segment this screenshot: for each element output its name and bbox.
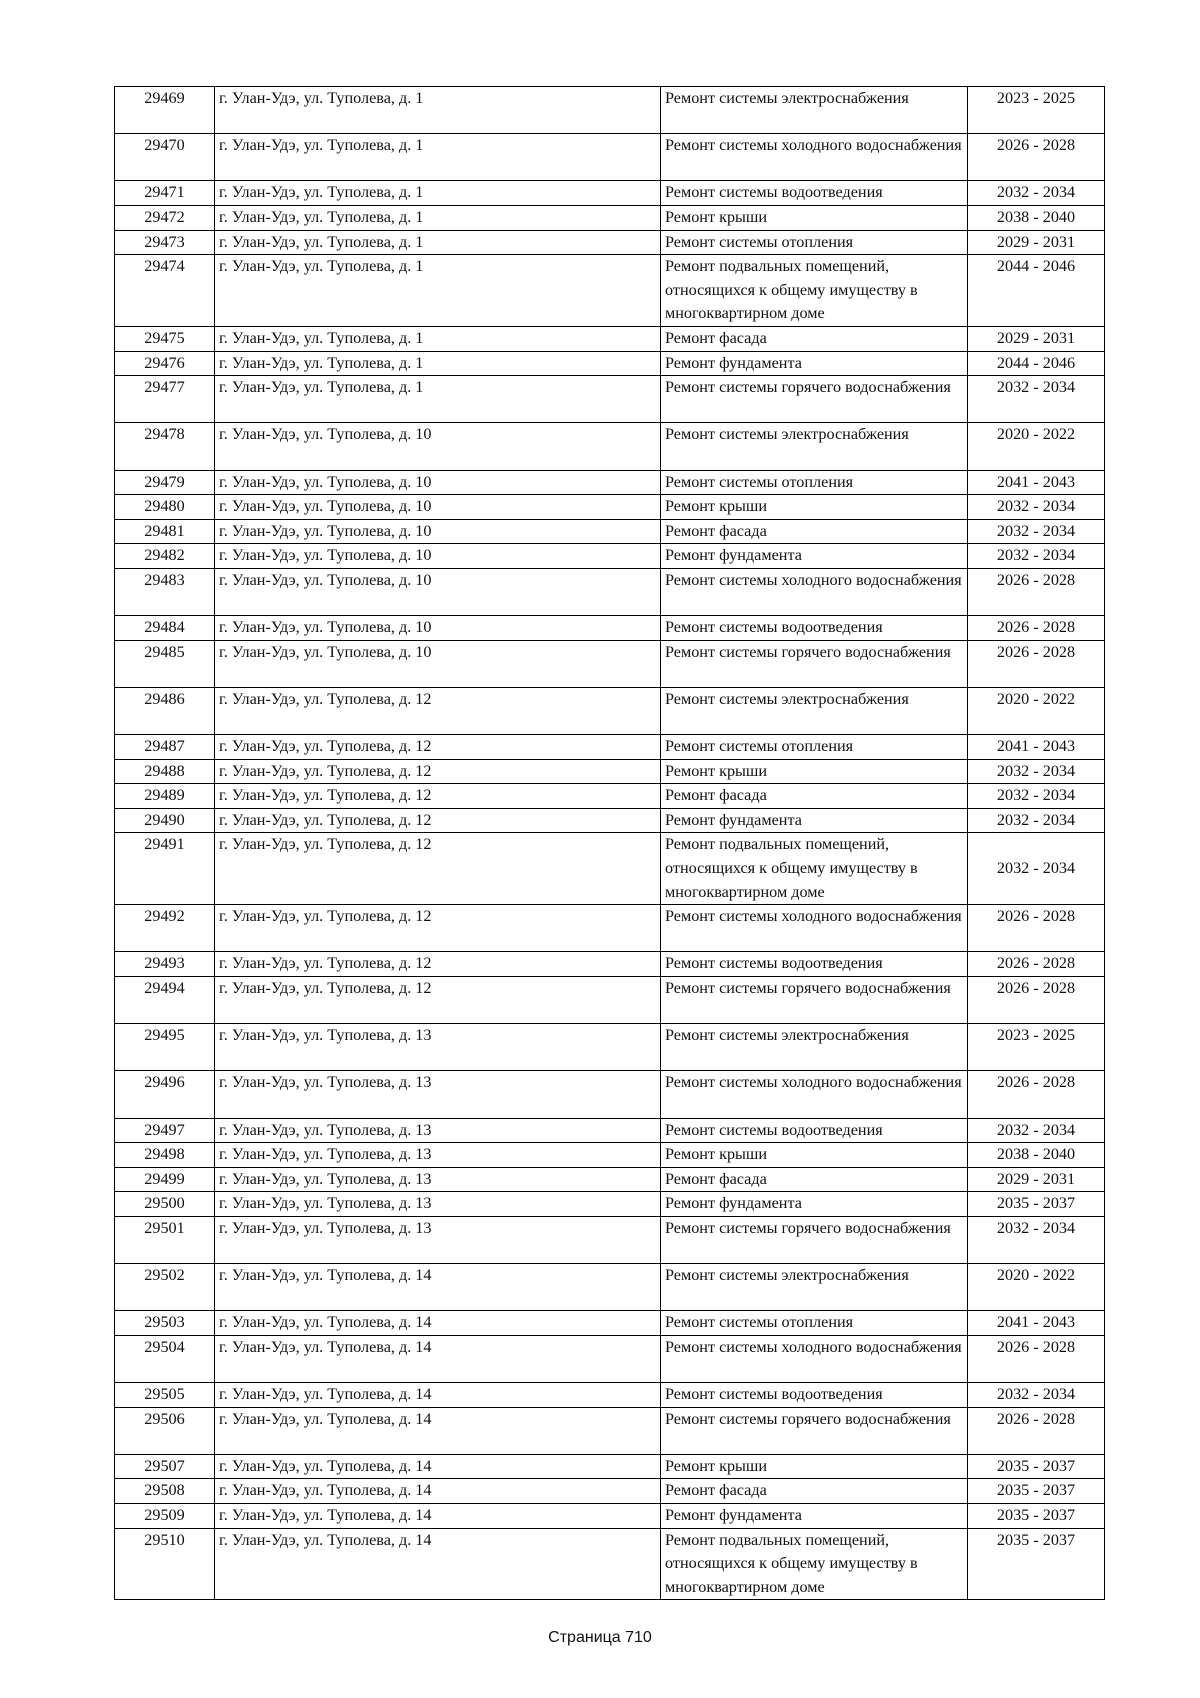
cell-period: 2032 - 2034 [968, 784, 1105, 809]
cell-address: г. Улан-Удэ, ул. Туполева, д. 12 [215, 905, 661, 952]
cell-address: г. Улан-Удэ, ул. Туполева, д. 12 [215, 735, 661, 760]
cell-record-id: 29509 [115, 1504, 215, 1529]
table-row [115, 905, 1105, 952]
cell-address: г. Улан-Удэ, ул. Туполева, д. 13 [215, 1216, 661, 1263]
cell-period: 2026 - 2028 [968, 134, 1105, 181]
table-row [115, 640, 1105, 687]
cell-record-id: 29499 [115, 1167, 215, 1192]
cell-work-type: Ремонт фасада [661, 784, 968, 809]
cell-address: г. Улан-Удэ, ул. Туполева, д. 12 [215, 952, 661, 977]
cell-work-type: Ремонт крыши [661, 1143, 968, 1168]
table-row [115, 230, 1105, 255]
cell-record-id: 29503 [115, 1311, 215, 1336]
cell-address: г. Улан-Удэ, ул. Туполева, д. 1 [215, 376, 661, 423]
table-row [115, 1454, 1105, 1479]
cell-work-type: Ремонт системы горячего водоснабжения [661, 976, 968, 1023]
cell-record-id: 29496 [115, 1071, 215, 1118]
cell-period: 2026 - 2028 [968, 952, 1105, 977]
cell-period: 2035 - 2037 [968, 1528, 1105, 1600]
cell-address: г. Улан-Удэ, ул. Туполева, д. 14 [215, 1383, 661, 1408]
table-row [115, 1192, 1105, 1217]
cell-work-type: Ремонт системы водоотведения [661, 181, 968, 206]
cell-period: 2044 - 2046 [968, 255, 1105, 327]
cell-work-type: Ремонт системы холодного водоснабжения [661, 905, 968, 952]
cell-address: г. Улан-Удэ, ул. Туполева, д. 1 [215, 181, 661, 206]
cell-period: 2029 - 2031 [968, 230, 1105, 255]
cell-address: г. Улан-Удэ, ул. Туполева, д. 13 [215, 1143, 661, 1168]
table-row [115, 1528, 1105, 1600]
cell-address: г. Улан-Удэ, ул. Туполева, д. 13 [215, 1192, 661, 1217]
cell-work-type: Ремонт фундамента [661, 808, 968, 833]
table-row [115, 376, 1105, 423]
cell-work-type: Ремонт системы холодного водоснабжения [661, 1335, 968, 1382]
cell-address: г. Улан-Удэ, ул. Туполева, д. 14 [215, 1264, 661, 1311]
table-row [115, 326, 1105, 351]
cell-period: 2032 - 2034 [968, 759, 1105, 784]
cell-work-type: Ремонт фасада [661, 519, 968, 544]
cell-address: г. Улан-Удэ, ул. Туполева, д. 1 [215, 255, 661, 327]
cell-period: 2032 - 2034 [968, 181, 1105, 206]
table-row [115, 134, 1105, 181]
cell-record-id: 29481 [115, 519, 215, 544]
cell-period: 2038 - 2040 [968, 1143, 1105, 1168]
cell-work-type: Ремонт системы отопления [661, 470, 968, 495]
table-row [115, 1479, 1105, 1504]
table-row [115, 616, 1105, 641]
table-row [115, 1071, 1105, 1118]
table-row [115, 519, 1105, 544]
table-row [115, 544, 1105, 569]
table-row [115, 1335, 1105, 1382]
cell-work-type: Ремонт системы отопления [661, 1311, 968, 1336]
cell-period: 2032 - 2034 [968, 808, 1105, 833]
cell-address: г. Улан-Удэ, ул. Туполева, д. 14 [215, 1407, 661, 1454]
cell-period: 2041 - 2043 [968, 470, 1105, 495]
table-row [115, 1024, 1105, 1071]
cell-work-type: Ремонт системы водоотведения [661, 1383, 968, 1408]
cell-work-type: Ремонт системы водоотведения [661, 1118, 968, 1143]
table-row [115, 687, 1105, 734]
cell-work-type: Ремонт системы горячего водоснабжения [661, 376, 968, 423]
cell-address: г. Улан-Удэ, ул. Туполева, д. 14 [215, 1335, 661, 1382]
cell-work-type: Ремонт системы электроснабжения [661, 87, 968, 134]
cell-period: 2044 - 2046 [968, 351, 1105, 376]
cell-address: г. Улан-Удэ, ул. Туполева, д. 1 [215, 326, 661, 351]
cell-period: 2026 - 2028 [968, 640, 1105, 687]
cell-work-type: Ремонт системы электроснабжения [661, 423, 968, 470]
cell-period: 2041 - 2043 [968, 1311, 1105, 1336]
table-row [115, 351, 1105, 376]
cell-address: г. Улан-Удэ, ул. Туполева, д. 14 [215, 1311, 661, 1336]
cell-period: 2026 - 2028 [968, 905, 1105, 952]
cell-record-id: 29501 [115, 1216, 215, 1263]
table-row [115, 1167, 1105, 1192]
table-row [115, 1216, 1105, 1263]
cell-record-id: 29490 [115, 808, 215, 833]
cell-record-id: 29476 [115, 351, 215, 376]
cell-record-id: 29471 [115, 181, 215, 206]
cell-period: 2032 - 2034 [968, 376, 1105, 423]
cell-work-type: Ремонт фундамента [661, 1192, 968, 1217]
table-row [115, 470, 1105, 495]
table-row [115, 976, 1105, 1023]
cell-record-id: 29507 [115, 1454, 215, 1479]
cell-address: г. Улан-Удэ, ул. Туполева, д. 12 [215, 833, 661, 905]
repair-schedule-table [114, 86, 1105, 1600]
cell-record-id: 29500 [115, 1192, 215, 1217]
table-row [115, 1383, 1105, 1408]
cell-address: г. Улан-Удэ, ул. Туполева, д. 14 [215, 1504, 661, 1529]
cell-work-type: Ремонт фасада [661, 1167, 968, 1192]
cell-address: г. Улан-Удэ, ул. Туполева, д. 1 [215, 87, 661, 134]
table-row [115, 87, 1105, 134]
cell-record-id: 29478 [115, 423, 215, 470]
cell-work-type: Ремонт фасада [661, 1479, 968, 1504]
cell-period: 2035 - 2037 [968, 1454, 1105, 1479]
cell-period: 2032 - 2034 [968, 1216, 1105, 1263]
cell-work-type: Ремонт крыши [661, 205, 968, 230]
cell-address: г. Улан-Удэ, ул. Туполева, д. 1 [215, 351, 661, 376]
cell-record-id: 29477 [115, 376, 215, 423]
cell-period: 2032 - 2034 [968, 1383, 1105, 1408]
cell-record-id: 29470 [115, 134, 215, 181]
cell-work-type: Ремонт системы электроснабжения [661, 1264, 968, 1311]
table-row [115, 808, 1105, 833]
cell-work-type: Ремонт системы электроснабжения [661, 1024, 968, 1071]
cell-record-id: 29475 [115, 326, 215, 351]
cell-address: г. Улан-Удэ, ул. Туполева, д. 14 [215, 1454, 661, 1479]
cell-period: 2038 - 2040 [968, 205, 1105, 230]
cell-work-type: Ремонт системы отопления [661, 230, 968, 255]
cell-record-id: 29479 [115, 470, 215, 495]
cell-work-type: Ремонт системы водоотведения [661, 952, 968, 977]
cell-address: г. Улан-Удэ, ул. Туполева, д. 10 [215, 568, 661, 615]
cell-address: г. Улан-Удэ, ул. Туполева, д. 10 [215, 423, 661, 470]
cell-address: г. Улан-Удэ, ул. Туполева, д. 13 [215, 1118, 661, 1143]
cell-record-id: 29495 [115, 1024, 215, 1071]
table-row [115, 1407, 1105, 1454]
cell-period: 2020 - 2022 [968, 1264, 1105, 1311]
cell-work-type: Ремонт фасада [661, 326, 968, 351]
cell-record-id: 29497 [115, 1118, 215, 1143]
cell-work-type: Ремонт системы электроснабжения [661, 687, 968, 734]
cell-address: г. Улан-Удэ, ул. Туполева, д. 14 [215, 1479, 661, 1504]
cell-period: 2023 - 2025 [968, 1024, 1105, 1071]
cell-address: г. Улан-Удэ, ул. Туполева, д. 1 [215, 230, 661, 255]
cell-record-id: 29506 [115, 1407, 215, 1454]
cell-record-id: 29502 [115, 1264, 215, 1311]
cell-period: 2020 - 2022 [968, 687, 1105, 734]
cell-record-id: 29472 [115, 205, 215, 230]
cell-period: 2026 - 2028 [968, 1335, 1105, 1382]
cell-record-id: 29486 [115, 687, 215, 734]
cell-address: г. Улан-Удэ, ул. Туполева, д. 10 [215, 640, 661, 687]
cell-address: г. Улан-Удэ, ул. Туполева, д. 10 [215, 495, 661, 520]
cell-work-type: Ремонт системы водоотведения [661, 616, 968, 641]
cell-work-type: Ремонт подвальных помещений, относящихся к общему имуществу в многоквартирном доме [661, 1528, 968, 1600]
table-row [115, 1504, 1105, 1529]
cell-record-id: 29494 [115, 976, 215, 1023]
table-body [115, 87, 1105, 1600]
cell-address: г. Улан-Удэ, ул. Туполева, д. 12 [215, 759, 661, 784]
table-row [115, 1143, 1105, 1168]
cell-record-id: 29489 [115, 784, 215, 809]
table-row [115, 495, 1105, 520]
table-row [115, 1311, 1105, 1336]
cell-record-id: 29493 [115, 952, 215, 977]
cell-address: г. Улан-Удэ, ул. Туполева, д. 13 [215, 1071, 661, 1118]
cell-record-id: 29484 [115, 616, 215, 641]
cell-record-id: 29474 [115, 255, 215, 327]
cell-work-type: Ремонт фундамента [661, 544, 968, 569]
cell-period: 2029 - 2031 [968, 1167, 1105, 1192]
cell-address: г. Улан-Удэ, ул. Туполева, д. 1 [215, 134, 661, 181]
cell-address: г. Улан-Удэ, ул. Туполева, д. 12 [215, 808, 661, 833]
cell-work-type: Ремонт крыши [661, 759, 968, 784]
cell-work-type: Ремонт системы холодного водоснабжения [661, 568, 968, 615]
cell-work-type: Ремонт системы горячего водоснабжения [661, 1407, 968, 1454]
cell-work-type: Ремонт системы холодного водоснабжения [661, 1071, 968, 1118]
cell-work-type: Ремонт фундамента [661, 1504, 968, 1529]
cell-period: 2026 - 2028 [968, 1407, 1105, 1454]
cell-work-type: Ремонт подвальных помещений, относящихся к общему имуществу в многоквартирном доме [661, 255, 968, 327]
cell-work-type: Ремонт системы холодного водоснабжения [661, 134, 968, 181]
cell-period: 2032 - 2034 [968, 1118, 1105, 1143]
cell-address: г. Улан-Удэ, ул. Туполева, д. 12 [215, 976, 661, 1023]
cell-address: г. Улан-Удэ, ул. Туполева, д. 13 [215, 1167, 661, 1192]
table-row [115, 1118, 1105, 1143]
cell-period: 2041 - 2043 [968, 735, 1105, 760]
cell-period: 2020 - 2022 [968, 423, 1105, 470]
cell-address: г. Улан-Удэ, ул. Туполева, д. 13 [215, 1024, 661, 1071]
cell-record-id: 29482 [115, 544, 215, 569]
cell-record-id: 29473 [115, 230, 215, 255]
cell-record-id: 29492 [115, 905, 215, 952]
cell-work-type: Ремонт подвальных помещений, относящихся к общему имуществу в многоквартирном доме [661, 833, 968, 905]
cell-period: 2026 - 2028 [968, 1071, 1105, 1118]
cell-period: 2026 - 2028 [968, 568, 1105, 615]
cell-period: 2026 - 2028 [968, 976, 1105, 1023]
table-row [115, 181, 1105, 206]
cell-address: г. Улан-Удэ, ул. Туполева, д. 12 [215, 784, 661, 809]
table-row [115, 833, 1105, 905]
cell-record-id: 29487 [115, 735, 215, 760]
cell-address: г. Улан-Удэ, ул. Туполева, д. 10 [215, 519, 661, 544]
cell-address: г. Улан-Удэ, ул. Туполева, д. 10 [215, 470, 661, 495]
table-row [115, 255, 1105, 327]
cell-work-type: Ремонт системы отопления [661, 735, 968, 760]
cell-period: 2023 - 2025 [968, 87, 1105, 134]
cell-work-type: Ремонт системы горячего водоснабжения [661, 1216, 968, 1263]
table-row [115, 735, 1105, 760]
cell-period: 2035 - 2037 [968, 1504, 1105, 1529]
cell-period: 2029 - 2031 [968, 326, 1105, 351]
cell-record-id: 29505 [115, 1383, 215, 1408]
cell-address: г. Улан-Удэ, ул. Туполева, д. 10 [215, 544, 661, 569]
cell-record-id: 29498 [115, 1143, 215, 1168]
cell-record-id: 29510 [115, 1528, 215, 1600]
cell-record-id: 29508 [115, 1479, 215, 1504]
cell-record-id: 29485 [115, 640, 215, 687]
cell-record-id: 29491 [115, 833, 215, 905]
cell-period: 2035 - 2037 [968, 1192, 1105, 1217]
table-row [115, 205, 1105, 230]
cell-record-id: 29504 [115, 1335, 215, 1382]
cell-record-id: 29488 [115, 759, 215, 784]
cell-record-id: 29469 [115, 87, 215, 134]
cell-address: г. Улан-Удэ, ул. Туполева, д. 1 [215, 205, 661, 230]
cell-record-id: 29480 [115, 495, 215, 520]
cell-address: г. Улан-Удэ, ул. Туполева, д. 14 [215, 1528, 661, 1600]
cell-work-type: Ремонт системы горячего водоснабжения [661, 640, 968, 687]
cell-period: 2032 - 2034 [968, 495, 1105, 520]
table-row [115, 423, 1105, 470]
cell-period: 2032 - 2034 [968, 833, 1105, 905]
page-number: Страница 710 [548, 1629, 652, 1646]
cell-address: г. Улан-Удэ, ул. Туполева, д. 10 [215, 616, 661, 641]
cell-work-type: Ремонт фундамента [661, 351, 968, 376]
table-row [115, 1264, 1105, 1311]
cell-period: 2032 - 2034 [968, 544, 1105, 569]
table-row [115, 759, 1105, 784]
cell-address: г. Улан-Удэ, ул. Туполева, д. 12 [215, 687, 661, 734]
cell-period: 2032 - 2034 [968, 519, 1105, 544]
cell-period: 2026 - 2028 [968, 616, 1105, 641]
cell-work-type: Ремонт крыши [661, 1454, 968, 1479]
cell-work-type: Ремонт крыши [661, 495, 968, 520]
cell-record-id: 29483 [115, 568, 215, 615]
cell-period: 2035 - 2037 [968, 1479, 1105, 1504]
table-row [115, 568, 1105, 615]
table-row [115, 952, 1105, 977]
table-row [115, 784, 1105, 809]
